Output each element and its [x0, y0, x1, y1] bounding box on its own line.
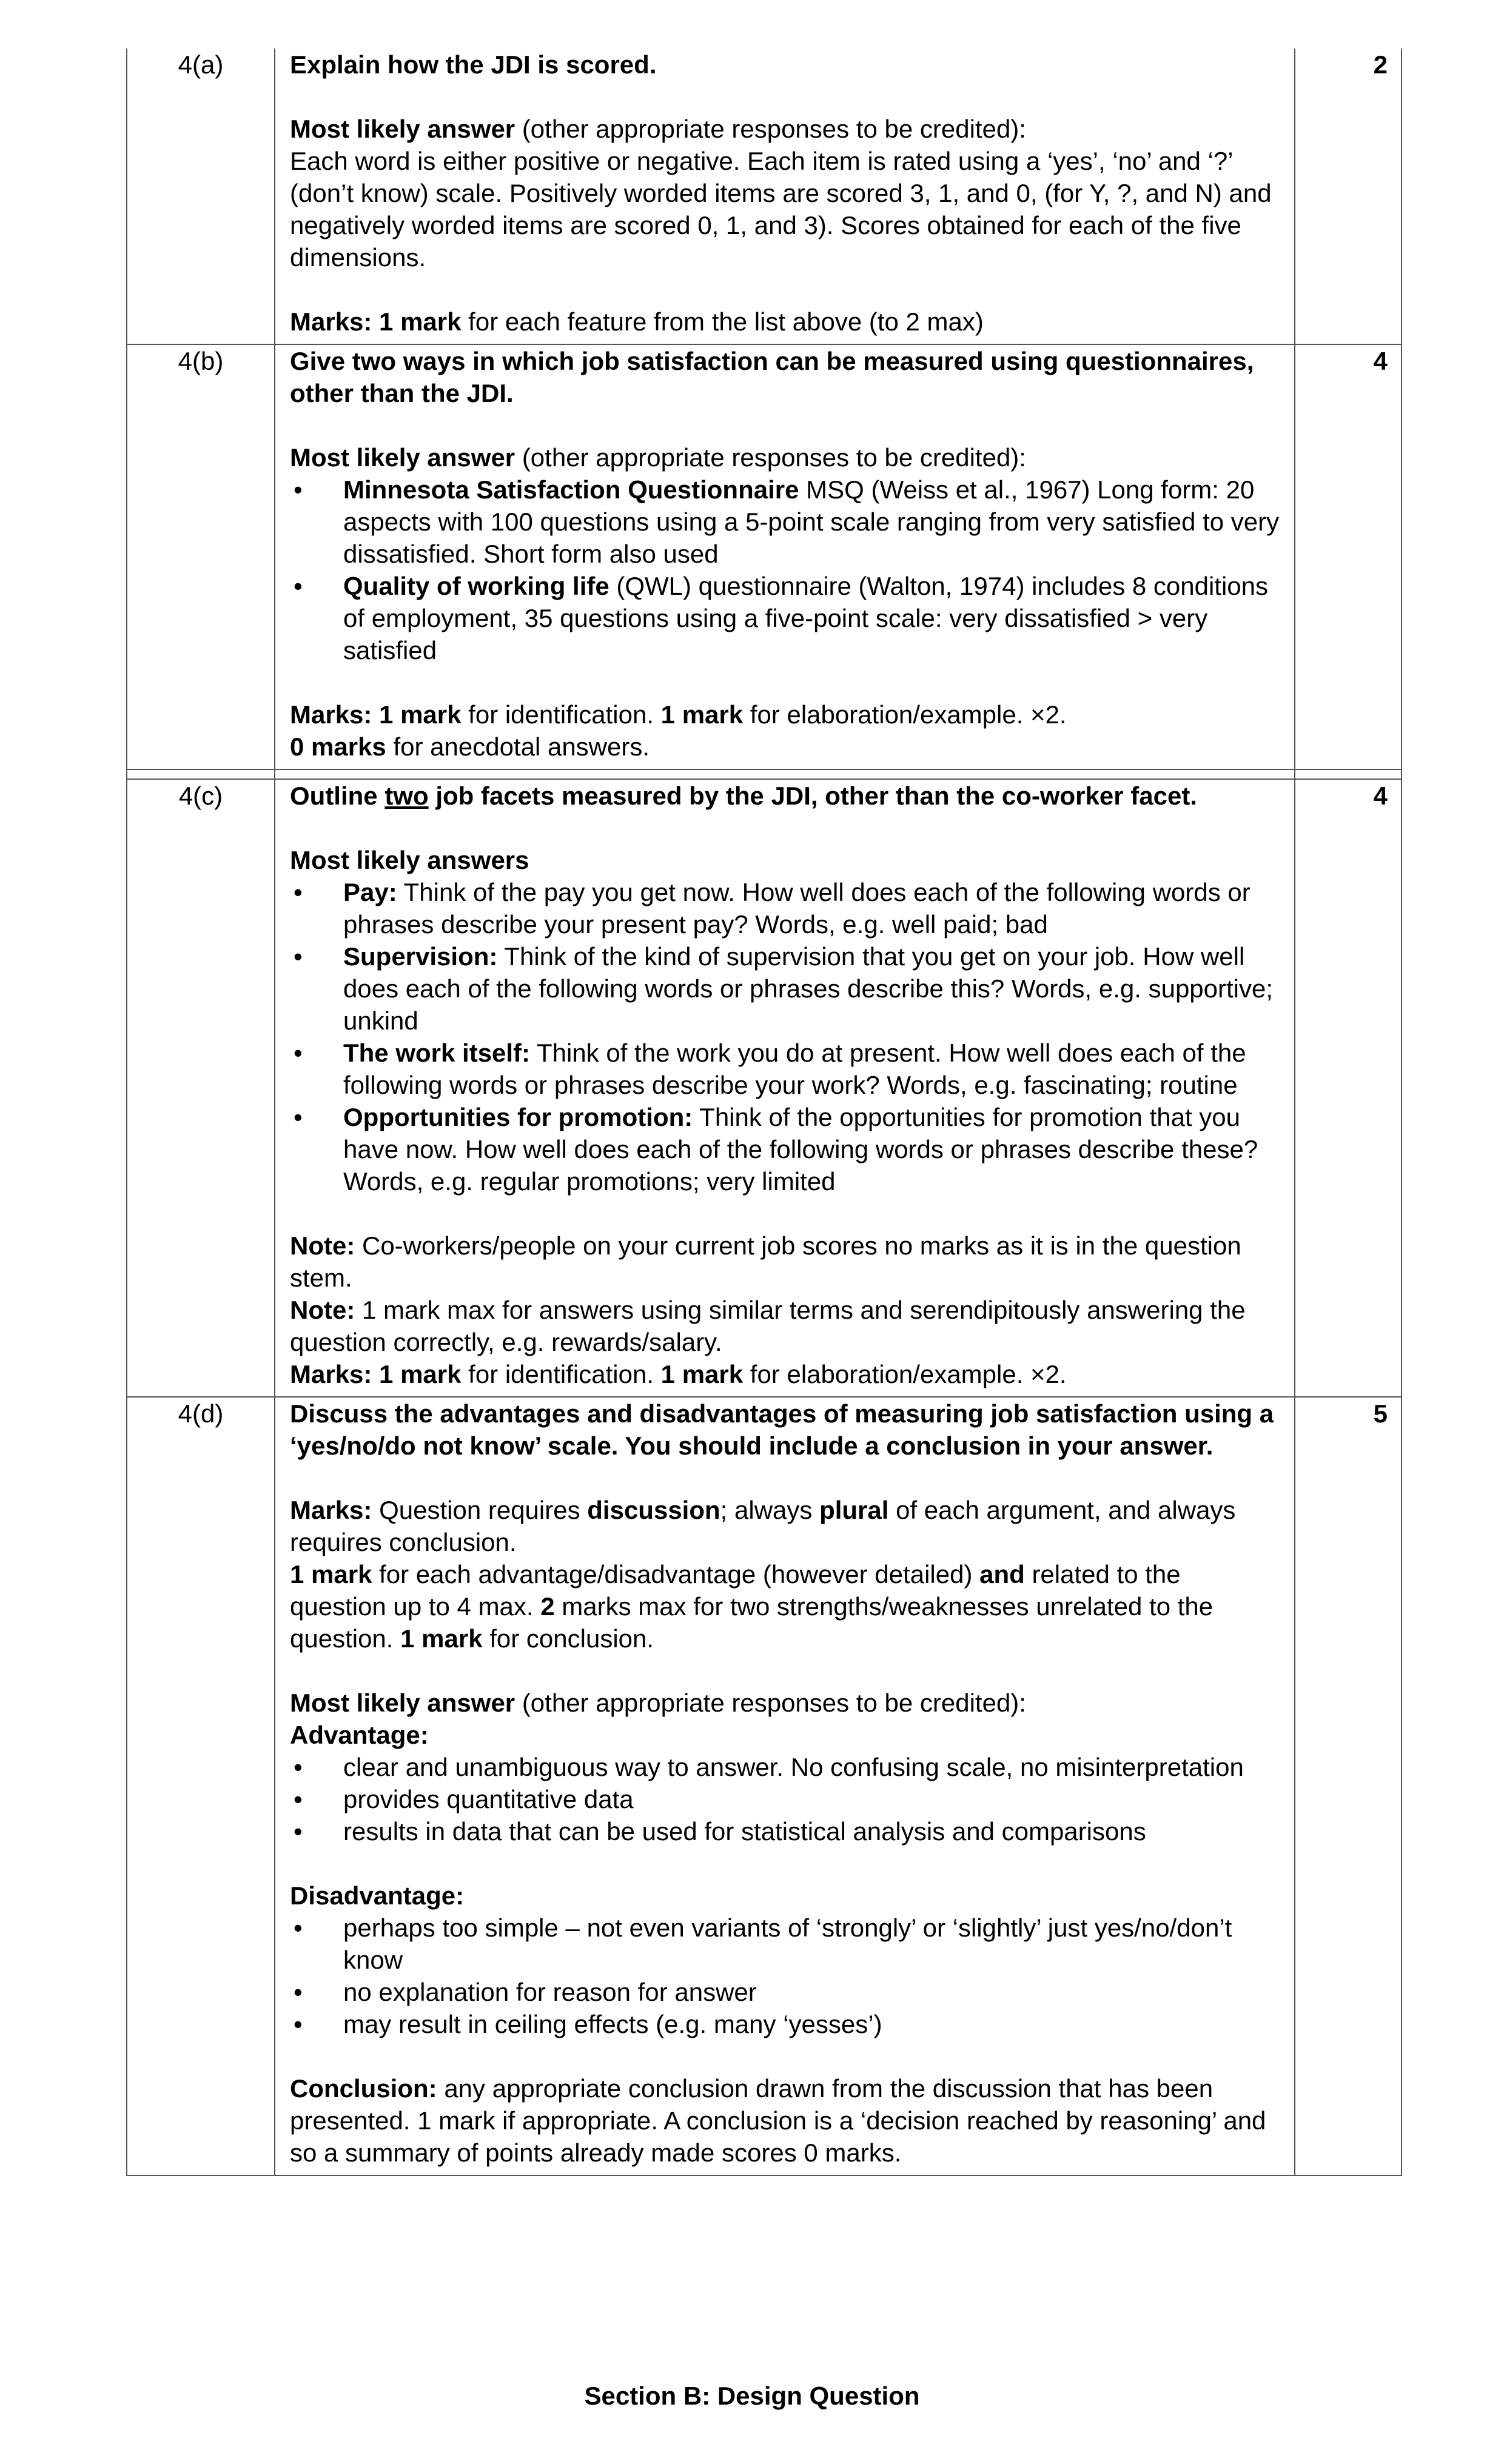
- question-number-cell: [127, 1397, 275, 2175]
- marks-value: 4: [1373, 347, 1388, 375]
- question-row-4a: [127, 49, 1402, 344]
- list-item: • Minnesota Satisfaction Questionnaire MSQ (Weiss et al., 1967) Long form: 20 aspects with 100 questions using a 5-point scale ranging from very satisfied to very dissatisfied. Short form also used: [290, 474, 1283, 570]
- note: Note: Co-workers/people on your current job scores no marks as it is in the question stem.: [290, 1231, 1241, 1292]
- answer-text: Each word is either positive or negative. Each item is rated using a ‘yes’, ‘no’ and ‘?’ (don’t know) scale. Positively worded items are scored 3, 1, and 0, (for Y, ?, and N) and negatively worded items are scored 0, 1, and 3). Scores obtained for each of the five dimensions.: [290, 147, 1272, 272]
- question-text: Explain how the JDI is scored.: [290, 50, 657, 79]
- advantage-bullets: [290, 1751, 1283, 1847]
- marks-guidance: Marks: 1 mark for each feature from the list above (to 2 max): [290, 307, 984, 336]
- question-number: 4(b): [178, 347, 224, 375]
- question-row-4c: [127, 779, 1402, 1397]
- answer-cell: [275, 344, 1295, 769]
- question-row-4b: [127, 344, 1402, 769]
- question-number-cell: [127, 49, 275, 344]
- answer-cell: [275, 779, 1295, 1397]
- list-item: • clear and unambiguous way to answer. No confusing scale, no misinterpretation: [290, 1751, 1283, 1783]
- question-text: Give two ways in which job satisfaction can be measured using questionnaires, other than the JDI.: [290, 347, 1254, 407]
- answer-bullets: [290, 474, 1283, 666]
- question-number-cell: [127, 779, 275, 1397]
- question-number: 4(a): [178, 50, 224, 79]
- question-text: Outline two job facets measured by the JDI, other than the co-worker facet.: [290, 782, 1197, 810]
- list-item: • Quality of working life (QWL) questionnaire (Walton, 1974) includes 8 conditions of employment, 35 questions using a five-point scale: very dissatisfied > very satisfied: [290, 570, 1283, 666]
- list-item: • The work itself: Think of the work you do at present. How well does each of the following words or phrases describe your work? Words, e.g. fascinating; routine: [290, 1037, 1283, 1101]
- marks-guidance: Marks: 1 mark for identification. 1 mark for elaboration/example. ×2.: [290, 700, 1067, 729]
- list-item: • Opportunities for promotion: Think of the opportunities for promotion that you have now. How well does each of the following words or phrases describe these? Words, e.g. regular promotions; very limited: [290, 1101, 1283, 1197]
- list-item: • provides quantitative data: [290, 1783, 1283, 1815]
- mark-scheme-table: [126, 49, 1402, 2176]
- marks-cell: [1295, 344, 1402, 769]
- answer-bullets: [290, 876, 1283, 1197]
- disadvantage-bullets: [290, 1912, 1283, 2040]
- marks-guidance: Marks: Question requires discussion; always plural of each argument, and always requires conclusion.: [290, 1496, 1236, 1556]
- advantage-heading: Advantage:: [290, 1721, 429, 1749]
- most-likely-answer-line: Most likely answer (other appropriate responses to be credited):: [290, 1689, 1026, 1717]
- most-likely-answer-line: Most likely answer (other appropriate responses to be credited):: [290, 443, 1026, 472]
- answer-cell: [275, 49, 1295, 344]
- list-item: • Pay: Think of the pay you get now. How well does each of the following words or phrases describe your present pay? Words, e.g. well paid; bad: [290, 876, 1283, 940]
- marks-guidance: Marks: 1 mark for identification. 1 mark for elaboration/example. ×2.: [290, 1360, 1067, 1388]
- question-number: 4(c): [178, 782, 223, 810]
- section-heading: Section B: Design Question: [584, 2382, 920, 2410]
- question-row-4d: [127, 1397, 1402, 2175]
- disadvantage-heading: Disadvantage:: [290, 1881, 465, 1910]
- answer-cell: [275, 1397, 1295, 2175]
- note: Note: 1 mark max for answers using similar terms and serendipitously answering the question correctly, e.g. rewards/salary.: [290, 1296, 1246, 1356]
- list-item: • no explanation for reason for answer: [290, 1976, 1283, 2008]
- list-item: • may result in ceiling effects (e.g. many ‘yesses’): [290, 2008, 1283, 2040]
- zero-marks-guidance: 0 marks for anecdotal answers.: [290, 732, 650, 761]
- marks-value: 5: [1373, 1399, 1388, 1428]
- conclusion-guidance: Conclusion: any appropriate conclusion drawn from the discussion that has been presented. 1 mark if appropriate. A conclusion is a ‘decision reached by reasoning’ and so a summary of points already made scores 0 marks.: [290, 2074, 1266, 2167]
- marks-cell: [1295, 779, 1402, 1397]
- question-number: 4(d): [178, 1399, 224, 1428]
- marks-value: 2: [1373, 50, 1388, 79]
- table-divider: [127, 769, 1402, 779]
- question-number-cell: [127, 344, 275, 769]
- marks-guidance-detail: 1 mark for each advantage/disadvantage (however detailed) and related to the question up to 4 max. 2 marks max for two strengths/weaknesses unrelated to the question. 1 mark for conclusion.: [290, 1560, 1214, 1653]
- list-item: • perhaps too simple – not even variants of ‘strongly’ or ‘slightly’ just yes/no/don’t know: [290, 1912, 1283, 1976]
- list-item: • Supervision: Think of the kind of supervision that you get on your job. How well does each of the following words or phrases describe this? Words, e.g. supportive; unkind: [290, 940, 1283, 1037]
- marks-cell: [1295, 49, 1402, 344]
- list-item: • results in data that can be used for statistical analysis and comparisons: [290, 1815, 1283, 1847]
- marks-cell: [1295, 1397, 1402, 2175]
- most-likely-answer-line: Most likely answers: [290, 846, 529, 874]
- marks-value: 4: [1373, 782, 1388, 810]
- most-likely-answer-line: Most likely answer (other appropriate responses to be credited):: [290, 115, 1026, 143]
- question-text: Discuss the advantages and disadvantages of measuring job satisfaction using a ‘yes/no/do not know’ scale. You should include a conclusion in your answer.: [290, 1399, 1274, 1460]
